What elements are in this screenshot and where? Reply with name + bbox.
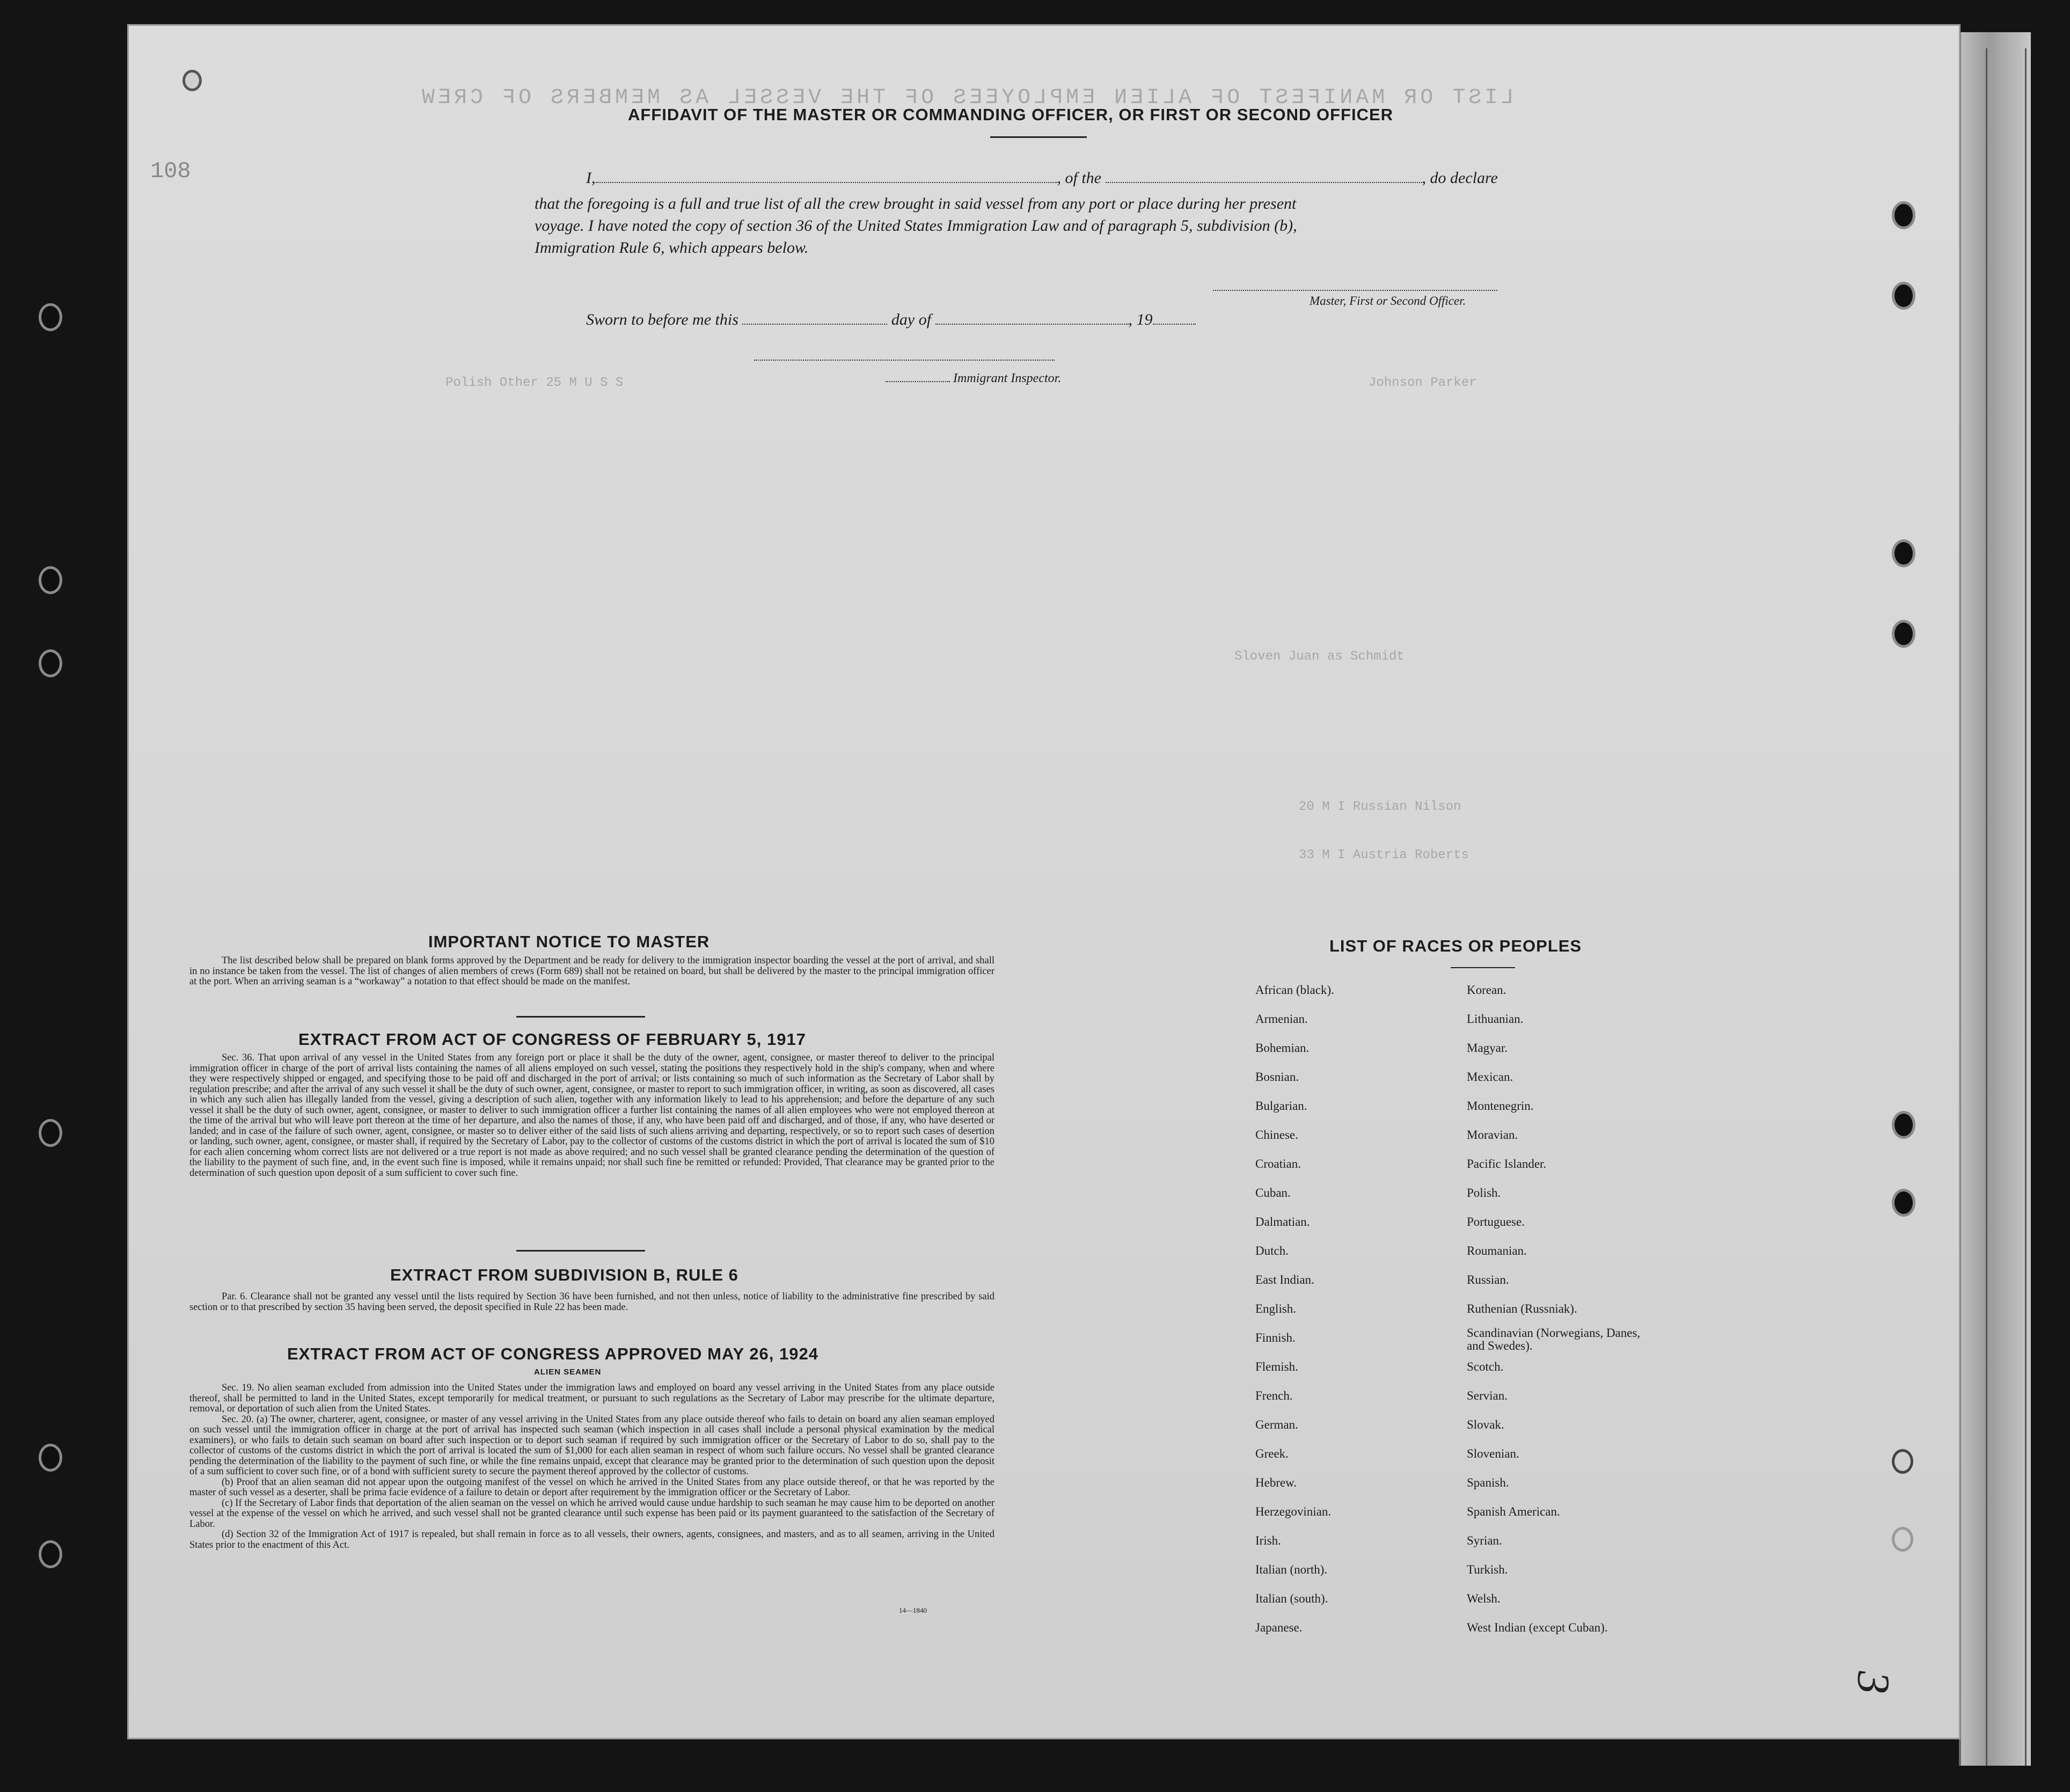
race-item: Bosnian. (1255, 1070, 1299, 1084)
divider (516, 1250, 645, 1252)
race-item: Irish. (1255, 1534, 1281, 1547)
races-title: LIST OF RACES OR PEOPLES (1329, 937, 1582, 955)
extract-1917-title: EXTRACT FROM ACT OF CONGRESS OF FEBRUARY 5, 1917 (298, 1030, 806, 1049)
race-item: French. (1255, 1389, 1293, 1402)
binder-hole (1892, 201, 1915, 229)
race-item: Servian. (1467, 1389, 1508, 1402)
race-item: Roumanian. (1467, 1244, 1527, 1257)
officer-signature-label: Master, First or Second Officer. (1310, 294, 1466, 308)
race-item: Japanese. (1255, 1621, 1303, 1634)
race-item: Flemish. (1255, 1360, 1298, 1373)
affidavit-line-1 (586, 167, 1498, 188)
extract-1924-title: EXTRACT FROM ACT OF CONGRESS APPROVED MAY 26, 1924 (287, 1344, 818, 1363)
binder-hole (1892, 539, 1915, 567)
punch-mark (182, 70, 202, 91)
race-item: Syrian. (1467, 1534, 1502, 1547)
officer-signature-field[interactable] (1213, 290, 1497, 291)
inspector-dots (886, 381, 950, 382)
race-item: Spanish American. (1467, 1505, 1560, 1518)
extract-1924-para: (c) If the Secretary of Labor finds that deportation of the alien seaman on the vessel on which he arrived would cause undue hardship to such seaman he may cause him to be deported on another vessel at the expense of the vessel on which he arrived, and such vessel shall not be granted clearance until such expense has been paid or its payment guaranteed to the satisfaction of the Secretary of Labor. (189, 1497, 994, 1530)
form-number: 14—1840 (899, 1606, 927, 1614)
extract-1917-text: Sec. 36. That upon arrival of any vessel in the United States from any foreign port or place it shall be the duty of the owner, agent, consignee, or master thereof to deliver to the principal immigration officer in charge of the port of arrival lists containing the names of all aliens employed on such vessel, stating the positions they respectively hold in the ship's company, when and where they were respectively shipped or engaged, and specifying those to be paid off and discharged in the port of arrival; or lists containing so much of such information as the Secretary of Labor shall by regulation prescribe; and after the arrival of any such vessel it shall be the duty of such owner, agent, consignee, or master to report to such immigration officer, in writing, as soon as discovered, all cases in which any such alien has illegally landed from the vessel, giving a description of such alien, together with any information likely to lead to his apprehension; and before the departure of any such vessel it shall be the duty of such owner, agent, consignee, or master to deliver to such immigration officer a further list containing the names of all alien employees who were not employed thereon at the time of the arrival but who will leave port thereon at the time of her departure, and also the names of those, if any, who have been paid off and discharged, and of those, if any, who have deserted or landed; and in case of the failure of such owner, agent, consignee, or master so to deliver either of the said lists of such aliens arriving and departing, respectively, or so to report such cases of desertion or landing, such owner, agent, consignee, or master shall, if required by the Secretary of Labor, pay to the collector of customs of the customs district in which the port of arrival is located the sum of $10 for each alien concerning whom correct lists are not delivered or a true report is not made as above required; and no such vessel shall be granted clearance pending the determination of the question of the liability to the payment of such fine, and, in the event such fine is imposed, while it remains unpaid; nor shall such fine be remitted or refunded: Provided, That clearance may be granted prior to the determination of such question upon deposit of a sum sufficient to cover such fine. (189, 1052, 994, 1179)
affidavit-declare-label: , do declare (1422, 169, 1498, 187)
inspector-signature-field[interactable] (754, 360, 1055, 361)
master-name-field[interactable] (596, 182, 1057, 183)
race-item: Slovenian. (1467, 1447, 1519, 1460)
race-item: Russian. (1467, 1273, 1509, 1286)
binder-hole (39, 303, 62, 331)
race-item: Scandinavian (Norwegians, Danes, and Swedes). (1467, 1326, 1641, 1352)
race-item: Spanish. (1467, 1476, 1509, 1489)
binder-hole (39, 1540, 62, 1568)
race-item: Armenian. (1255, 1012, 1308, 1026)
page-stack-edge-lines (1986, 48, 2027, 1766)
sworn-line (586, 309, 1196, 330)
binder-hole (1892, 620, 1915, 648)
extract-1924-para: (b) Proof that an alien seaman did not appear upon the outgoing manifest of the vessel on which he arrived in the United States from any place outside thereof, or that he was reported by the master of such vessel as a deserter, shall be prima facie evidence of a failure to detain or deport after requirement by the immigration officer or the Secretary of Labor. (189, 1476, 994, 1498)
affidavit-of-label: , of the (1057, 169, 1101, 187)
race-item: Ruthenian (Russniak). (1467, 1302, 1577, 1315)
bleed-through-text: Johnson Parker (1369, 376, 1477, 390)
binder-hole (39, 1119, 62, 1147)
race-item: Bulgarian. (1255, 1099, 1307, 1113)
sworn-year-field[interactable] (1153, 324, 1196, 325)
extract-1924-text (189, 1383, 994, 1550)
binder-hole (39, 566, 62, 594)
binder-hole (39, 649, 62, 677)
race-item: Mexican. (1467, 1070, 1513, 1084)
sworn-month-field[interactable] (935, 324, 1129, 325)
race-item: German. (1255, 1418, 1298, 1431)
race-item: Scotch. (1467, 1360, 1504, 1373)
race-item: Dutch. (1255, 1244, 1289, 1257)
affidavit-line-2: that the foregoing is a full and true list of all the crew brought in said vessel from any port or place during her present (535, 195, 1297, 213)
race-item: Lithuanian. (1467, 1012, 1524, 1026)
divider (1451, 967, 1515, 968)
race-item: Italian (north). (1255, 1563, 1328, 1576)
page-number-mark: 108 (150, 158, 191, 184)
race-item: Turkish. (1467, 1563, 1508, 1576)
race-item: West Indian (except Cuban). (1467, 1621, 1608, 1634)
subdivision-text: Par. 6. Clearance shall not be granted any vessel until the lists required by Section 36 have been furnished, and not then unless, notice of liability to the administrative fine prescribed by said section or to that prescribed by section 35 having been served, the deposit specified in Rule 22 has been made. (189, 1291, 994, 1313)
notice-text: The list described below shall be prepared on blank forms approved by the Department and be ready for delivery to the immigration inspector boarding the vessel at the port of arrival, and shall in no instance be taken from the vessel. The list of changes of alien members of crews (Form 689) shall not be retained on board, but shall be delivered by the master to the principal immigration officer at the port. When an arriving seaman is a “workaway” a notation to that effect should be made on the manifest. (189, 955, 994, 987)
divider (990, 136, 1087, 138)
extract-1924-para: (d) Section 32 of the Immigration Act of 1917 is repealed, but shall remain in force as to all vessels, their owners, agents, consignees, and masters, and as to all seamen, arriving in the United States prior to the enactment of this Act. (189, 1529, 994, 1550)
bleed-through-text: Polish Other 25 M U S S (445, 376, 624, 390)
extract-1924-para: Sec. 19. No alien seaman excluded from admission into the United States under the immigration laws and employed on board any vessel arriving in the United States from any place outside thereof, shall be permitted to land in the United States, except temporarily for medical treatment, or pursuant to such regulations as the Secretary of Labor may prescribe for the ultimate departure, removal, or deportation of such alien from the United States. (189, 1383, 994, 1414)
race-item: Pacific Islander. (1467, 1157, 1547, 1171)
race-item: Moravian. (1467, 1128, 1518, 1142)
race-item: Chinese. (1255, 1128, 1298, 1142)
sworn-prefix: Sworn to before me this (586, 311, 738, 328)
race-item: Magyar. (1467, 1041, 1508, 1055)
race-item: Polish. (1467, 1186, 1501, 1199)
affidavit-i-label: I, (586, 169, 596, 187)
sworn-year-label: , 19 (1128, 311, 1153, 328)
affidavit-title: AFFIDAVIT OF THE MASTER OR COMMANDING OFFICER, OR FIRST OR SECOND OFFICER (628, 105, 1394, 124)
race-item: Slovak. (1467, 1418, 1504, 1431)
race-item: Portuguese. (1467, 1215, 1525, 1228)
inspector-label-text: Immigrant Inspector. (953, 371, 1062, 385)
handwritten-mark: 3 (1848, 1671, 1900, 1694)
affidavit-line-3: voyage. I have noted the copy of section 36 of the United States Immigration Law and of paragraph 5, subdivision (b), (535, 217, 1297, 235)
race-item: Croatian. (1255, 1157, 1301, 1171)
sworn-day-field[interactable] (742, 324, 887, 325)
bleed-through-text: 33 M I Austria Roberts (1299, 848, 1469, 862)
bleed-through-text: 20 M I Russian Nilson (1299, 800, 1461, 814)
race-item: African (black). (1255, 983, 1334, 997)
sworn-day-label: day of (891, 311, 932, 328)
binder-hole (1892, 1527, 1913, 1552)
alien-seamen-subtitle: ALIEN SEAMEN (534, 1367, 602, 1377)
subdivision-title: EXTRACT FROM SUBDIVISION B, RULE 6 (390, 1266, 738, 1284)
binder-hole (1892, 1111, 1915, 1139)
bleed-through-text: LIST OR MANIFEST OF ALIEN EMPLOYEES OF THE VESSEL AS MEMBERS OF CREW (419, 86, 1514, 110)
race-item: Montenegrin. (1467, 1099, 1534, 1113)
race-item: Greek. (1255, 1447, 1289, 1460)
race-item: Hebrew. (1255, 1476, 1297, 1489)
race-item: Welsh. (1467, 1592, 1501, 1605)
binder-hole (1892, 282, 1915, 310)
notice-title: IMPORTANT NOTICE TO MASTER (428, 932, 710, 951)
affidavit-line-4: Immigration Rule 6, which appears below. (535, 239, 809, 257)
inspector-label (886, 371, 1061, 386)
race-item: Korean. (1467, 983, 1506, 997)
binder-hole (1892, 1449, 1913, 1474)
race-item: Cuban. (1255, 1186, 1291, 1199)
vessel-name-field[interactable] (1106, 182, 1422, 183)
divider (516, 1016, 645, 1018)
race-item: Finnish. (1255, 1331, 1296, 1344)
bleed-through-text: Sloven Juan as Schmidt (1234, 649, 1405, 664)
race-item: East Indian. (1255, 1273, 1314, 1286)
race-item: English. (1255, 1302, 1297, 1315)
race-item: Dalmatian. (1255, 1215, 1310, 1228)
extract-1924-para: Sec. 20. (a) The owner, charterer, agent, consignee, or master of any vessel arriving in the United States from any place outside thereof who fails to detain on board any alien seaman employed on such vessel until the immigration officer in charge at the port of arrival has inspected such seaman (which inspection in all cases shall include a personal physical examination by the medical examiners), or who fails to detain such seaman on board after such inspection or to deport such seaman if required by such immigration officer or the Secretary of Labor to do so, shall pay to the collector of customs of the customs district in which the port of arrival is located the sum of $1,000 for each alien seaman in respect of whom such failure occurs. No vessel shall be granted clearance pending the determination of the liability to the payment of such fine, or while the fine remains unpaid, except that clearance may be granted prior to the determination of such question upon the deposit of a sum sufficient to cover such fine, or of a bond with sufficient surety to secure the payment thereof approved by the collector of customs. (189, 1414, 994, 1477)
binder-hole (39, 1444, 62, 1472)
race-item: Italian (south). (1255, 1592, 1328, 1605)
binder-hole (1892, 1189, 1915, 1217)
race-item: Herzegovinian. (1255, 1505, 1332, 1518)
race-item: Bohemian. (1255, 1041, 1310, 1055)
